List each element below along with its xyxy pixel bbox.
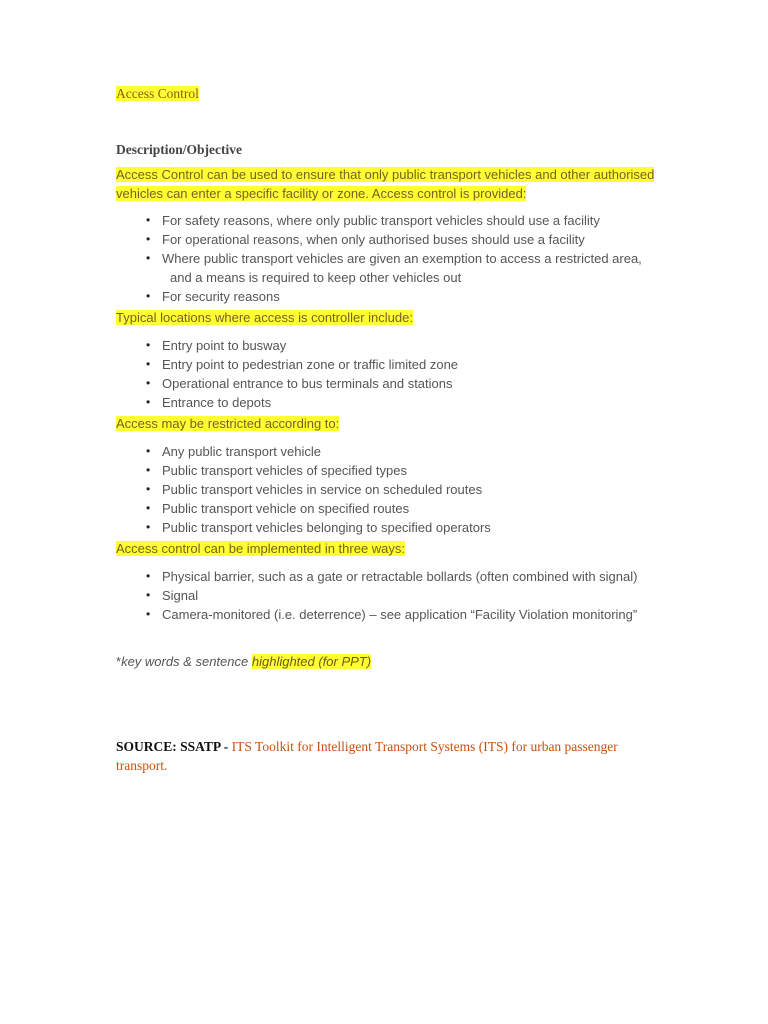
intro-text: Access Control can be used to ensure that only public transport vehicles and other authorised vehicles can enter a specific facility or zone. Access control is provided:	[116, 167, 655, 201]
reasons-list	[116, 211, 702, 306]
restrictions-list	[116, 442, 702, 537]
list-item: • Entrance to depots	[146, 395, 272, 410]
list-item: • Public transport vehicle on specified routes	[146, 501, 410, 516]
list-item: • Public transport vehicles in service on scheduled routes	[146, 482, 483, 497]
ways-heading	[116, 539, 661, 558]
list-item: • Where public transport vehicles are given an exemption to access a restricted area, and a means is required to keep other vehicles out	[146, 251, 642, 285]
footnote-text: key words & sentence	[121, 654, 252, 669]
restriction-heading	[116, 414, 661, 433]
restriction-heading-text: Access may be restricted according to:	[116, 416, 340, 431]
footnote-highlight: highlighted (for PPT)	[251, 654, 372, 669]
ways-list	[116, 567, 702, 624]
ways-heading-text: Access control can be implemented in three ways:	[116, 541, 406, 556]
locations-list	[116, 336, 702, 412]
list-item: • Camera-monitored (i.e. deterrence) – see application “Facility Violation monitoring”	[146, 607, 638, 622]
list-item: • Operational entrance to bus terminals and stations	[146, 376, 453, 391]
document-title	[116, 85, 199, 102]
locations-heading-text: Typical locations where access is controller include:	[116, 310, 413, 325]
list-item: • Signal	[146, 588, 199, 603]
list-item: • For security reasons	[146, 289, 280, 304]
source-citation	[116, 737, 661, 775]
list-item: • Public transport vehicles of specified types	[146, 463, 407, 478]
footnote-star: *	[116, 654, 122, 669]
source-text: ITS Toolkit for Intelligent Transport Systems (ITS) for urban passenger transport.	[116, 739, 618, 773]
footnote	[116, 653, 371, 670]
list-item: • Physical barrier, such as a gate or retractable bollards (often combined with signal)	[146, 569, 638, 584]
intro-paragraph	[116, 165, 661, 203]
list-item: • Entry point to busway	[146, 338, 287, 353]
list-item: • Entry point to pedestrian zone or traffic limited zone	[146, 357, 459, 372]
list-item: • Any public transport vehicle	[146, 444, 321, 459]
document-title-text: Access Control	[116, 86, 199, 101]
locations-heading	[116, 308, 661, 327]
list-item-continuation: and a means is required to keep other vehicles out	[170, 270, 462, 285]
section-heading: Description/Objective	[116, 142, 242, 157]
list-item: • For operational reasons, when only authorised buses should use a facility	[146, 232, 585, 247]
list-item: • For safety reasons, where only public transport vehicles should use a facility	[146, 213, 600, 228]
source-label: SOURCE: SSATP -	[116, 739, 232, 754]
list-item: • Public transport vehicles belonging to specified operators	[146, 520, 491, 535]
